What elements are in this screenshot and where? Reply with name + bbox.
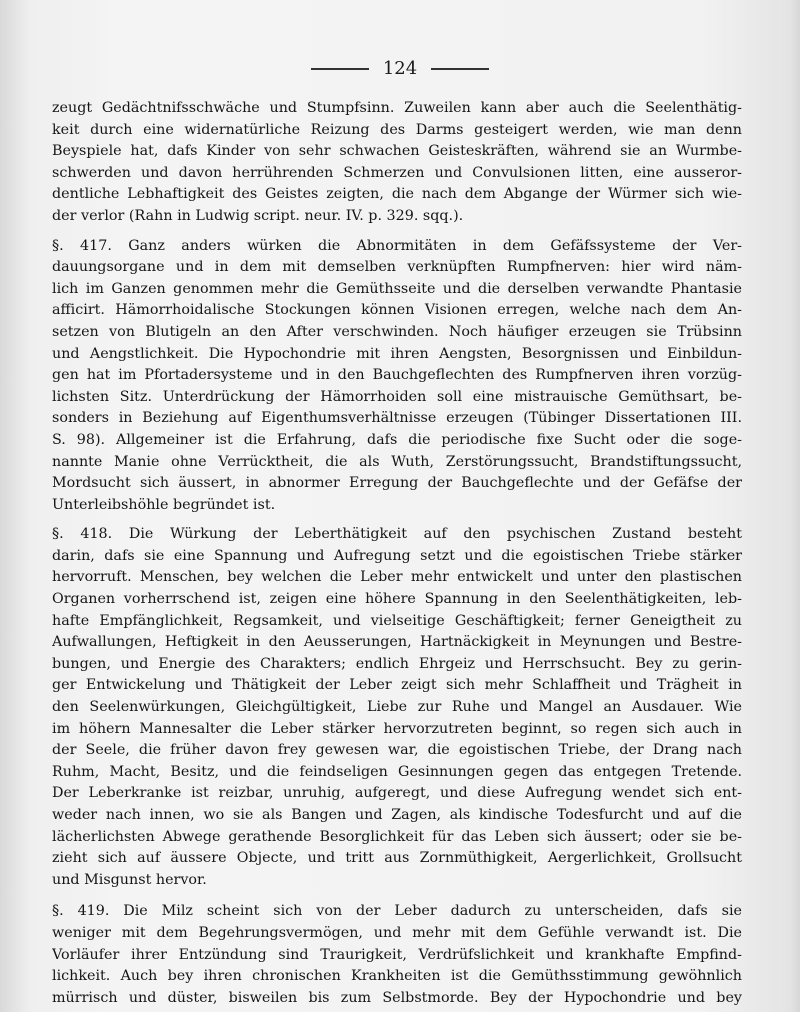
text-line: ger Entwickelung und Thätigkeit der Leber zeigt sich mehr Schlaffheit und Trägheit in <box>52 677 742 694</box>
header-rule-left <box>311 68 369 70</box>
text-line: zeugt Gedächtnifsschwäche und Stumpfsinn. Zuweilen kann aber auch die Seelenthätig- <box>52 100 742 116</box>
text-line: Ruhm, Macht, Besitz, und die feindseligen Gesinnungen gegen das entgegen Tretende. <box>52 763 742 780</box>
text-line: Unterleibshöhle begründet ist. <box>52 496 276 513</box>
paragraph <box>52 236 742 517</box>
text-line: Aufwallungen, Heftigkeit in den Aeusserungen, Hartnäckigkeit in Meynungen und Bestre- <box>52 634 742 651</box>
paragraph <box>52 901 742 1009</box>
text-line: Der Leberkranke ist reizbar, unruhig, aufgeregt, und diese Aufregung wendet sich ent- <box>52 785 742 802</box>
text-line: den Seelenwürkungen, Gleichgültigkeit, Liebe zur Ruhe und Mangel an Ausdauer. Wie <box>52 699 742 716</box>
text-line: und Aengstlichkeit. Die Hypochondrie mit ihren Aengsten, Besorgnissen und Einbildun- <box>52 345 742 362</box>
text-line: nannte Manie ohne Verrücktheit, die als Wuth, Zerstörungssucht, Brandstiftungssucht, <box>52 453 742 470</box>
text-line: S. 98). Allgemeiner ist die Erfahrung, dafs die periodische fixe Sucht oder die soge- <box>52 431 742 448</box>
text-line: setzen von Blutigeln an den After verschwinden. Noch häufiger erzeugen sie Trübsinn <box>52 323 742 340</box>
text-line: hervorruft. Menschen, bey welchen die Leber mehr entwickelt und unter den plastischen <box>52 569 742 586</box>
text-line: der verlor (Rahn in Ludwig script. neur. IV. p. 329. sqq.). <box>52 207 464 224</box>
body-text <box>52 98 742 1009</box>
text-line: lichsten Sitz. Unterdrückung der Hämorrhoiden soll eine mistrauische Gemüthsart, be- <box>52 388 742 405</box>
text-line: bungen, und Energie des Charakters; endlich Ehrgeiz und Herrschsucht. Bey zu gerin- <box>52 655 742 672</box>
text-line: lichkeit. Auch bey ihren chronischen Krankheiten ist die Gemüthsstimmung gewöhnlich <box>52 968 742 985</box>
header-rule-right <box>431 68 489 70</box>
text-line: zieht sich auf äussere Objecte, und tritt aus Zornmüthigkeit, Aergerlichkeit, Grollsucht <box>52 850 742 867</box>
text-line: hafte Empfänglichkeit, Regsamkeit, und vielseitige Geschäftigkeit; ferner Geneigtheit zu <box>52 612 742 629</box>
paragraph <box>52 524 742 891</box>
page-number: 124 <box>382 58 418 79</box>
text-line: lich im Ganzen genommen mehr die Gemüthsseite und die derselben verwandte Phantasie <box>52 280 742 297</box>
page-header <box>0 58 800 79</box>
text-line: §. 419. Die Milz scheint sich von der Leber dadurch zu unterscheiden, dafs sie <box>52 903 742 920</box>
text-line: Mordsucht sich äussert, in abnormer Erregung der Bauchgeflechte und der Gefäfse der <box>52 475 742 492</box>
text-line: §. 417. Ganz anders würken die Abnormitäten in dem Gefäfssysteme der Ver- <box>52 237 742 254</box>
paragraph <box>52 98 742 228</box>
text-line: darin, dafs sie eine Spannung und Aufregung setzt und die egoistischen Triebe stärker <box>52 547 742 564</box>
text-line: und Misgunst hervor. <box>52 871 207 888</box>
text-line: Vorläufer ihrer Entzündung sind Traurigkeit, Verdrüfslichkeit und krankhafte Empfind- <box>52 946 742 963</box>
text-line: gen hat im Pfortadersysteme und in den Bauchgeflechten des Rumpfnerven ihren vorzüg- <box>52 367 742 384</box>
text-line: mürrisch und düster, bisweilen bis zum Selbstmorde. Bey der Hypochondrie und bey <box>52 989 742 1006</box>
text-line: schwerden und davon herrührenden Schmerzen und Convulsionen litten, eine ausseror- <box>52 164 742 181</box>
text-line: keit durch eine widernatürliche Reizung des Darms gesteigert werden, wie man denn <box>52 121 742 138</box>
text-line: weniger mit dem Begehrungsvermögen, und mehr mit dem Gefühle verwandt ist. Die <box>52 924 742 941</box>
text-line: dentliche Lebhaftigkeit des Geistes zeigten, die nach dem Abgange der Würmer sich wie- <box>52 186 742 203</box>
text-line: Beyspiele hat, dafs Kinder von sehr schwachen Geisteskräften, während sie an Wurmbe- <box>52 143 742 160</box>
text-line: afficirt. Hämorrhoidalische Stockungen können Visionen erregen, welche nach dem An- <box>52 302 742 319</box>
text-line: der Seele, die früher davon frey gewesen war, die egoistischen Triebe, der Drang nach <box>52 742 742 759</box>
text-line: im höhern Mannesalter die Leber stärker hervorzutreten beginnt, so regen sich auch in <box>52 720 742 737</box>
text-line: lächerlichsten Abwege gerathende Besorglichkeit für das Leben sich äussert; oder sie be- <box>52 828 742 845</box>
text-line: weder nach innen, wo sie als Bangen und Zagen, als kindische Todesfurcht und auf die <box>52 807 742 823</box>
text-line: Organen vorherrschend ist, zeigen eine höhere Spannung in den Seelenthätigkeiten, leb- <box>52 591 742 608</box>
text-line: sonders in Beziehung auf Eigenthumsverhältnisse erzeugen (Tübinger Dissertationen III. <box>52 410 742 427</box>
text-line: §. 418. Die Würkung der Leberthätigkeit auf den psychischen Zustand besteht <box>52 526 742 543</box>
text-line: dauungsorgane und in dem mit demselben verknüpften Rumpfnerven: hier wird näm- <box>52 259 742 276</box>
